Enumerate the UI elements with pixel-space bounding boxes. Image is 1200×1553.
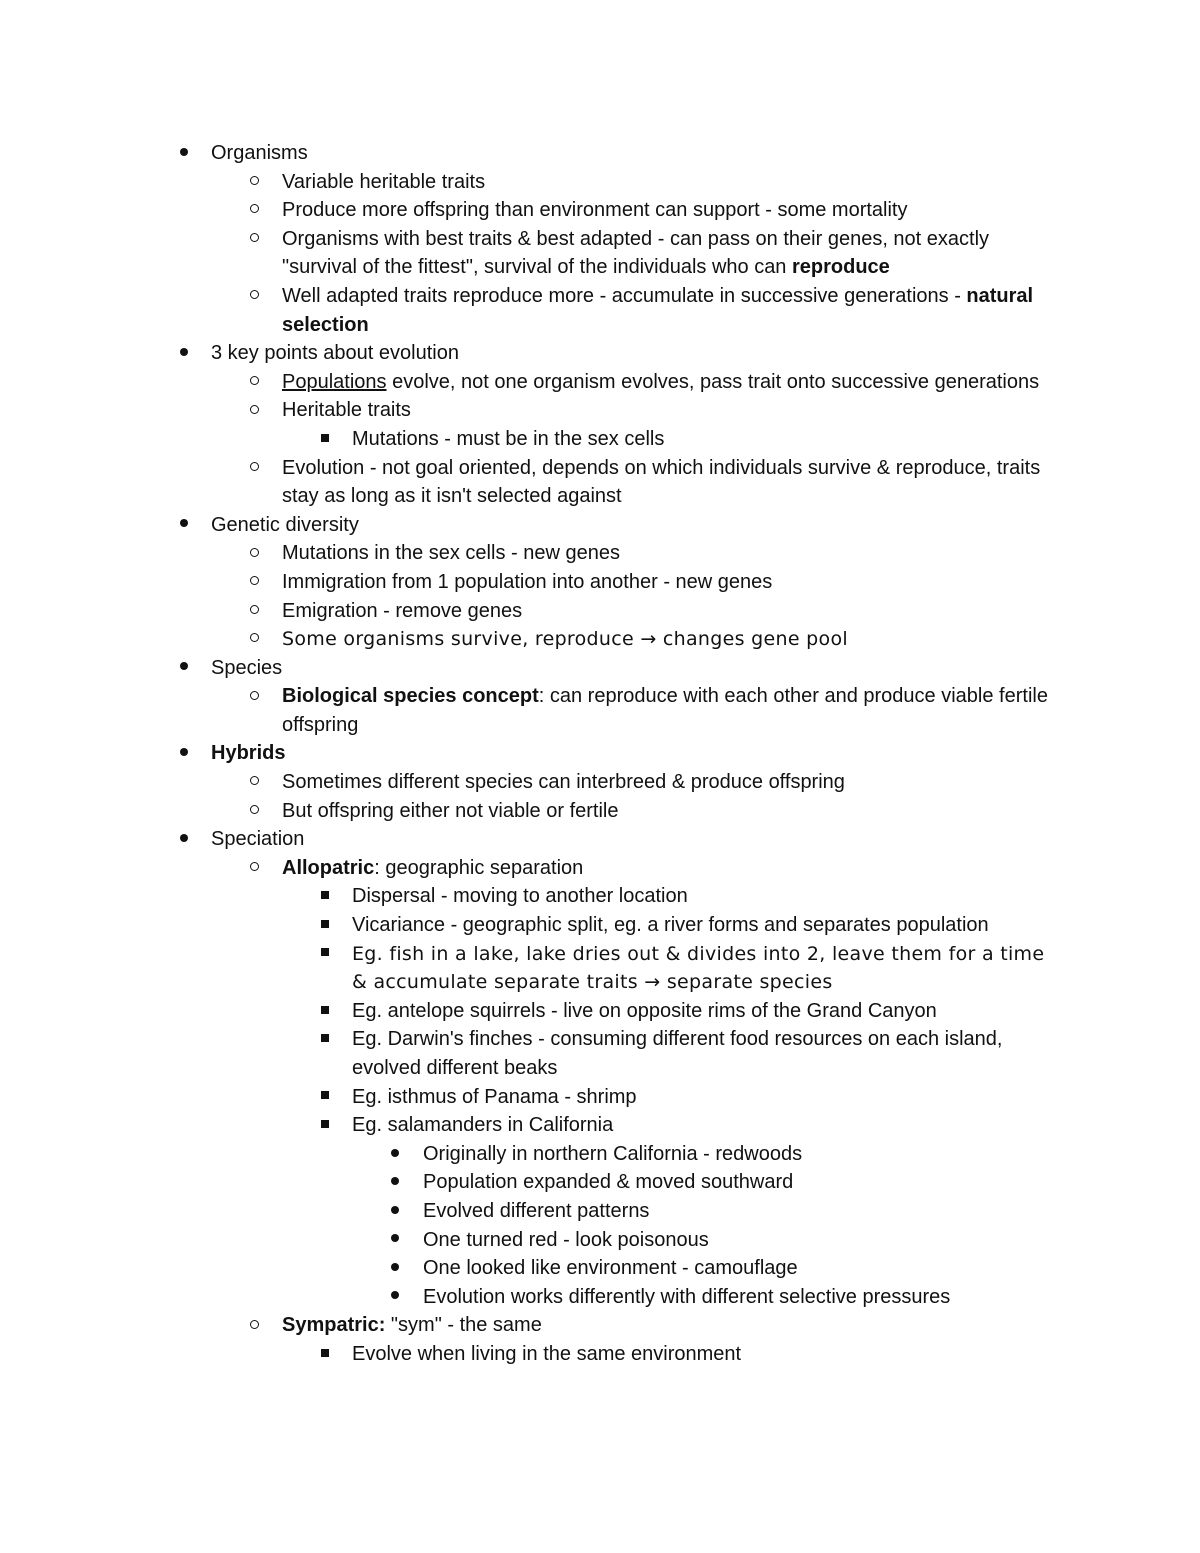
list-item: Variable heritable traits	[0, 168, 1200, 197]
list-item: Eg. salamanders in California	[0, 1111, 1200, 1140]
hollow-bullet-icon	[242, 368, 266, 397]
hollow-bullet-icon	[242, 625, 266, 654]
list-item: Heritable traits	[0, 396, 1200, 425]
hollow-bullet-icon	[242, 854, 266, 883]
list-item: Evolved different patterns	[0, 1197, 1200, 1226]
filled-bullet-icon	[383, 1140, 407, 1169]
list-item: Dispersal - moving to another location	[0, 882, 1200, 911]
hollow-bullet-icon	[242, 396, 266, 425]
hollow-bullet-icon	[242, 225, 266, 254]
square-bullet-icon	[313, 911, 337, 940]
bold-term: Sympatric:	[282, 1314, 386, 1337]
list-item: Sympatric: "sym" - the same	[0, 1311, 1200, 1340]
list-item: Organisms with best traits & best adapted - can pass on their genes, not exactly "survival of the fittest", survival of the individuals who can reproduce	[0, 225, 1200, 282]
list-item: Evolution - not goal oriented, depends on which individuals survive & reproduce, traits stay as long as it isn't selected against	[0, 454, 1200, 511]
hollow-bullet-icon	[242, 454, 266, 483]
filled-bullet-icon	[172, 739, 196, 768]
list-item: Produce more offspring than environment can support - some mortality	[0, 196, 1200, 225]
square-bullet-icon	[313, 1025, 337, 1054]
bold-term: Hybrids	[211, 742, 286, 765]
list-item: Populations evolve, not one organism evolves, pass trait onto successive generations	[0, 368, 1200, 397]
square-bullet-icon	[313, 997, 337, 1026]
list-item: Eg. fish in a lake, lake dries out & divides into 2, leave them for a time & accumulate separate traits → separate species	[0, 940, 1200, 997]
list-item: Speciation	[0, 825, 1200, 854]
list-item: Eg. isthmus of Panama - shrimp	[0, 1083, 1200, 1112]
hollow-bullet-icon	[242, 768, 266, 797]
hollow-bullet-icon	[242, 568, 266, 597]
list-item	[0, 739, 1200, 768]
filled-bullet-icon	[172, 825, 196, 854]
hollow-bullet-icon	[242, 168, 266, 197]
list-item: Species	[0, 654, 1200, 683]
square-bullet-icon	[313, 940, 337, 969]
bold-term: reproduce	[792, 256, 890, 279]
list-item: Eg. antelope squirrels - live on opposite rims of the Grand Canyon	[0, 997, 1200, 1026]
list-item: Biological species concept: can reproduce with each other and produce viable fertile offspring	[0, 682, 1200, 739]
filled-bullet-icon	[172, 139, 196, 168]
list-item: Well adapted traits reproduce more - accumulate in successive generations - natural selection	[0, 282, 1200, 339]
list-item: Sometimes different species can interbreed & produce offspring	[0, 768, 1200, 797]
hollow-bullet-icon	[242, 797, 266, 826]
bold-term: Biological species concept	[282, 685, 539, 708]
square-bullet-icon	[313, 1340, 337, 1369]
list-item: Genetic diversity	[0, 511, 1200, 540]
square-bullet-icon	[313, 1083, 337, 1112]
list-item: Originally in northern California - redwoods	[0, 1140, 1200, 1169]
filled-bullet-icon	[172, 511, 196, 540]
list-item: Some organisms survive, reproduce → changes gene pool	[0, 625, 1200, 654]
list-item: Immigration from 1 population into another - new genes	[0, 568, 1200, 597]
square-bullet-icon	[313, 1111, 337, 1140]
list-item: One looked like environment - camouflage	[0, 1254, 1200, 1283]
list-item: One turned red - look poisonous	[0, 1226, 1200, 1255]
outline-list	[0, 139, 1200, 1369]
list-item: Eg. Darwin's finches - consuming different food resources on each island, evolved different beaks	[0, 1025, 1200, 1082]
list-item: Population expanded & moved southward	[0, 1168, 1200, 1197]
hollow-bullet-icon	[242, 1311, 266, 1340]
underlined-term: Populations	[282, 370, 387, 393]
list-item: Mutations in the sex cells - new genes	[0, 539, 1200, 568]
filled-bullet-icon	[383, 1226, 407, 1255]
square-bullet-icon	[313, 425, 337, 454]
hollow-bullet-icon	[242, 539, 266, 568]
filled-bullet-icon	[383, 1168, 407, 1197]
hollow-bullet-icon	[242, 682, 266, 711]
filled-bullet-icon	[383, 1254, 407, 1283]
list-item: But offspring either not viable or fertile	[0, 797, 1200, 826]
bold-term: natural selection	[282, 284, 1034, 336]
filled-bullet-icon	[383, 1283, 407, 1312]
list-item: Organisms	[0, 139, 1200, 168]
list-item: Evolution works differently with different selective pressures	[0, 1283, 1200, 1312]
list-item: Mutations - must be in the sex cells	[0, 425, 1200, 454]
filled-bullet-icon	[383, 1197, 407, 1226]
filled-bullet-icon	[172, 339, 196, 368]
square-bullet-icon	[313, 882, 337, 911]
list-item: Evolve when living in the same environment	[0, 1340, 1200, 1369]
bold-term: Allopatric	[282, 856, 375, 879]
list-item: Emigration - remove genes	[0, 597, 1200, 626]
hollow-bullet-icon	[242, 597, 266, 626]
list-item: 3 key points about evolution	[0, 339, 1200, 368]
list-item: Allopatric: geographic separation	[0, 854, 1200, 883]
filled-bullet-icon	[172, 654, 196, 683]
hollow-bullet-icon	[242, 282, 266, 311]
list-item: Vicariance - geographic split, eg. a river forms and separates population	[0, 911, 1200, 940]
hollow-bullet-icon	[242, 196, 266, 225]
